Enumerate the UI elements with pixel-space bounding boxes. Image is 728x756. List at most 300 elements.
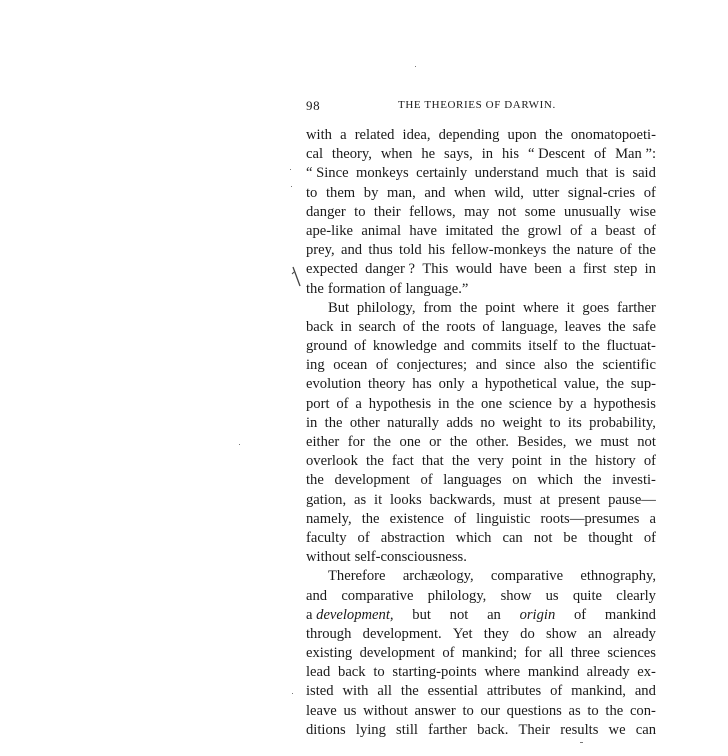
word: of [442, 645, 455, 662]
word: formation [327, 280, 386, 297]
word: them [325, 184, 356, 201]
word: of [593, 146, 607, 163]
word: all [548, 645, 564, 662]
text-line [306, 318, 656, 337]
word: roots [446, 318, 476, 335]
word: development [334, 472, 410, 489]
word: a [590, 222, 598, 239]
word: the [306, 472, 324, 489]
word: evolution [306, 376, 362, 393]
word: wise [629, 203, 656, 220]
margin-pencil-mark [291, 266, 303, 288]
word: the [552, 242, 571, 259]
word: back [306, 318, 334, 335]
text-line [306, 184, 656, 203]
word: depending [438, 127, 500, 143]
word: unusually [564, 203, 621, 220]
word: the [365, 453, 384, 470]
word: monkeys [355, 165, 409, 182]
word: the [456, 395, 475, 412]
word: must [503, 491, 532, 508]
word: thus [368, 242, 393, 259]
word: hypothesis [593, 395, 656, 412]
word: theory, [331, 146, 372, 163]
word: of [643, 184, 656, 201]
word: weight [502, 414, 543, 431]
word: show [500, 587, 532, 604]
word: the [400, 683, 419, 700]
word: ditions [306, 721, 346, 738]
word: first [582, 261, 607, 278]
word: gation, [306, 491, 347, 508]
word: in [438, 395, 450, 412]
word: when [380, 146, 413, 163]
word: and [443, 338, 465, 355]
word: of [336, 395, 349, 412]
word: certainly [416, 165, 468, 182]
word: not [449, 606, 469, 623]
word: namely, [306, 510, 352, 527]
word: has [412, 376, 432, 393]
word: comparative [341, 587, 414, 604]
word: onomatopoeti- [570, 127, 656, 143]
paper-speck [290, 169, 291, 170]
word: a [580, 395, 587, 412]
word: answer [414, 702, 456, 719]
word: animal [361, 222, 402, 239]
word: probability, [589, 414, 656, 431]
word: commits [471, 338, 522, 355]
word: said [632, 165, 656, 182]
text-line [306, 682, 656, 701]
word: an [588, 625, 602, 642]
word: linguistic [476, 510, 531, 527]
text-line [306, 644, 656, 663]
word: for [347, 434, 365, 450]
word: ing [306, 357, 325, 374]
word: with [306, 127, 332, 143]
text-line [306, 433, 656, 452]
word: imitated [445, 222, 494, 239]
word: of [453, 510, 467, 527]
word: language, [501, 318, 558, 335]
word: we [608, 721, 626, 738]
text-line [306, 567, 656, 586]
word: his [428, 242, 446, 259]
word: science [508, 395, 552, 412]
word: expected [306, 261, 358, 278]
word: starting-points [392, 664, 477, 681]
word: “ Since [306, 165, 349, 182]
word: of [574, 606, 587, 623]
word: value, [563, 376, 600, 393]
word: one [399, 434, 421, 450]
word: not [637, 434, 656, 450]
word: languages [443, 472, 502, 489]
word: be [563, 529, 578, 546]
word: is [615, 165, 625, 182]
word: or [429, 434, 442, 450]
word: a [355, 395, 362, 412]
word: faculty [306, 529, 347, 546]
text-line [306, 548, 656, 567]
word: idea, [402, 127, 431, 143]
word: port [306, 395, 330, 412]
word: utter [532, 184, 560, 201]
word: existence [389, 510, 444, 527]
word: Their [518, 721, 551, 738]
word: he [421, 146, 436, 163]
paper-speck [292, 693, 293, 694]
word: and [340, 242, 363, 259]
word: mankind [527, 664, 579, 681]
word: of [357, 529, 370, 546]
word: some [524, 203, 556, 220]
word: and [634, 683, 656, 700]
word: naturally [387, 414, 440, 431]
word: where [523, 299, 559, 316]
word: in [481, 146, 494, 163]
word: told [399, 242, 422, 259]
word: may [464, 203, 490, 220]
word: also [543, 357, 568, 374]
word: our [480, 702, 500, 719]
text-line [306, 529, 656, 548]
word: us [343, 702, 357, 719]
text-line [306, 260, 656, 279]
word: of [375, 357, 389, 374]
word: show [545, 625, 577, 642]
word: the [451, 453, 470, 470]
word: not [533, 529, 553, 546]
word: the [607, 318, 626, 335]
word: abstraction [380, 529, 445, 546]
word: the [361, 510, 380, 527]
word: present [558, 491, 601, 508]
text-line [306, 337, 656, 356]
word: for [524, 645, 542, 662]
word: the [638, 242, 656, 259]
word: no [480, 414, 495, 431]
word: step [613, 261, 638, 278]
word: language.” [405, 280, 469, 297]
word: sup- [630, 376, 656, 393]
word: ground [306, 338, 348, 355]
word: already [613, 625, 656, 642]
word: scientific [602, 357, 656, 374]
word: “ Descent [527, 146, 586, 163]
word: back. [477, 721, 509, 738]
word: But [328, 299, 350, 316]
text-line [306, 241, 656, 260]
word: ex- [637, 664, 656, 681]
word: to [373, 664, 385, 681]
word: with [342, 683, 369, 700]
word: hypothetical [484, 376, 558, 393]
word: but [412, 606, 431, 623]
word: its [568, 414, 582, 431]
word: of [389, 280, 402, 297]
word: the [544, 127, 563, 143]
word: related [354, 127, 395, 143]
text-line [306, 280, 656, 299]
word: by [363, 184, 379, 201]
word: been [534, 261, 562, 278]
word: only [438, 376, 465, 393]
word: leave [306, 702, 337, 719]
text-line [306, 299, 656, 318]
text-line [306, 375, 656, 394]
word: of [354, 338, 367, 355]
text-line [306, 587, 656, 606]
word: that [585, 165, 608, 182]
word: and [306, 587, 328, 604]
word: mankind; [461, 645, 518, 662]
word: the [421, 318, 440, 335]
word: us [545, 587, 559, 604]
word: to [462, 702, 474, 719]
word: we [574, 434, 592, 450]
text-line [306, 625, 656, 644]
text-line [306, 452, 656, 471]
word: a development, [306, 606, 394, 623]
text-line [306, 510, 656, 529]
word: sciences [607, 645, 656, 662]
word: mankind, [571, 683, 626, 700]
word: on [512, 472, 527, 489]
word: point [485, 299, 516, 316]
word: history [595, 453, 636, 470]
word: the [459, 299, 478, 316]
word: self-consciousness. [354, 549, 467, 566]
word: can [635, 721, 656, 738]
word: through [306, 625, 352, 642]
word: investi- [612, 472, 656, 489]
word: of [619, 242, 632, 259]
word: safe [632, 318, 656, 335]
text-line [306, 721, 656, 740]
text-line [306, 164, 656, 183]
word: understand [474, 165, 539, 182]
word: as [568, 702, 581, 719]
word: of [570, 222, 583, 239]
word: philology, [427, 587, 487, 604]
word: since [505, 357, 536, 374]
word: the [449, 434, 468, 450]
text-line [306, 471, 656, 490]
word: to [549, 414, 561, 431]
word: con- [629, 702, 656, 719]
word: point [511, 453, 542, 470]
word: cal [306, 146, 324, 163]
word: results [560, 721, 599, 738]
word: their [373, 203, 401, 220]
word: without [306, 549, 351, 566]
word: the [373, 434, 392, 450]
word: of [420, 472, 433, 489]
word: leaves [564, 318, 601, 335]
word: farther [617, 299, 656, 316]
word: wild, [494, 184, 524, 201]
word: a [471, 376, 478, 393]
word: origin [519, 606, 556, 623]
word: a [649, 510, 656, 527]
word: of [482, 318, 495, 335]
word: of [643, 453, 656, 470]
word: signal-cries [567, 184, 636, 201]
paper-speck [239, 444, 240, 445]
word: comparative [490, 568, 564, 585]
word: search [358, 318, 396, 335]
word: which [537, 472, 574, 489]
word: in [306, 414, 318, 431]
word: says, [444, 146, 473, 163]
text-line [306, 414, 656, 433]
word: that [421, 453, 444, 470]
word: clearly [616, 587, 656, 604]
word: would [455, 261, 493, 278]
word: thought [588, 529, 633, 546]
word: do [520, 625, 535, 642]
word: ape-like [306, 222, 353, 239]
word: his [502, 146, 520, 163]
text-line [306, 702, 656, 721]
word: where [484, 664, 521, 681]
word: either [306, 434, 340, 450]
page-header [306, 98, 656, 114]
word: to [587, 702, 599, 719]
word: farther [428, 721, 467, 738]
word: development. [362, 625, 442, 642]
word: in [644, 261, 656, 278]
word: isted [306, 683, 334, 700]
word: in [549, 453, 562, 470]
word: one [480, 395, 503, 412]
word: a [569, 261, 576, 278]
word: the [306, 280, 324, 297]
text-line [306, 491, 656, 510]
page-number: 98 [306, 98, 321, 113]
word: back [338, 664, 366, 681]
word: from [423, 299, 452, 316]
word: backwards, [429, 491, 496, 508]
word: danger ? [365, 261, 416, 278]
word: other [349, 414, 380, 431]
word: at [539, 491, 551, 508]
word: Man ”: [615, 146, 656, 163]
word: they [483, 625, 509, 642]
word: adds [446, 414, 474, 431]
word: Besides, [517, 434, 567, 450]
word: beast [605, 222, 636, 239]
text-line [306, 606, 656, 625]
word: quite [572, 587, 603, 604]
word: an [487, 606, 501, 623]
word: existing [306, 645, 353, 662]
word: to [354, 203, 366, 220]
word: by [558, 395, 574, 412]
word: Yet [452, 625, 473, 642]
word: pause— [608, 491, 656, 508]
word: lead [306, 664, 331, 681]
word: the [576, 357, 594, 374]
word: essential [427, 683, 478, 700]
word: roots—presumes [540, 510, 640, 527]
word: fact [391, 453, 414, 470]
word: the [605, 702, 624, 719]
text-line [306, 145, 656, 164]
word: the [583, 472, 602, 489]
paper-speck [415, 66, 416, 67]
word: Therefore [328, 568, 386, 585]
text-line [306, 203, 656, 222]
word: of [402, 318, 415, 335]
text-line [306, 395, 656, 414]
word: not [497, 203, 517, 220]
word: fluctuat- [606, 338, 656, 355]
word: have [499, 261, 527, 278]
word: fellow-monkeys [451, 242, 547, 259]
word: attributes [486, 683, 542, 700]
word: mankind [604, 606, 656, 623]
word: ocean [333, 357, 368, 374]
word: prey, [306, 242, 335, 259]
word: have [409, 222, 437, 239]
word: as [354, 491, 367, 508]
word: very [477, 453, 504, 470]
word: and [424, 184, 446, 201]
text-line [306, 222, 656, 241]
word: philology, [356, 299, 416, 316]
paper-speck [580, 742, 583, 743]
word: three [570, 645, 600, 662]
word: it [374, 491, 383, 508]
word: fellows, [409, 203, 456, 220]
word: when [454, 184, 486, 201]
word: man, [386, 184, 416, 201]
word: in [340, 318, 352, 335]
word: much [546, 165, 579, 182]
word: hypothesis [368, 395, 432, 412]
word: of [550, 683, 563, 700]
word: knowledge [372, 338, 437, 355]
word: conjectures; [396, 357, 468, 374]
word: a [340, 127, 347, 143]
word: it [566, 299, 575, 316]
word: development [359, 645, 435, 662]
word: which [455, 529, 492, 546]
word: other. [476, 434, 509, 450]
word: the [606, 376, 624, 393]
word: the [324, 414, 343, 431]
running-title: THE THEORIES OF DARWIN. [398, 99, 556, 111]
text-line [306, 126, 656, 145]
word: of [643, 529, 656, 546]
word: and [475, 357, 497, 374]
word: danger [306, 203, 346, 220]
word: to [306, 184, 318, 201]
word: must [600, 434, 629, 450]
word: upon [507, 127, 537, 143]
word: overlook [306, 453, 358, 470]
word: all [377, 683, 392, 700]
word: the [501, 222, 520, 239]
word: questions [506, 702, 562, 719]
paper-speck [291, 186, 292, 187]
word: archæology, [402, 568, 474, 585]
word: ethnography, [580, 568, 656, 585]
word: the [569, 453, 588, 470]
